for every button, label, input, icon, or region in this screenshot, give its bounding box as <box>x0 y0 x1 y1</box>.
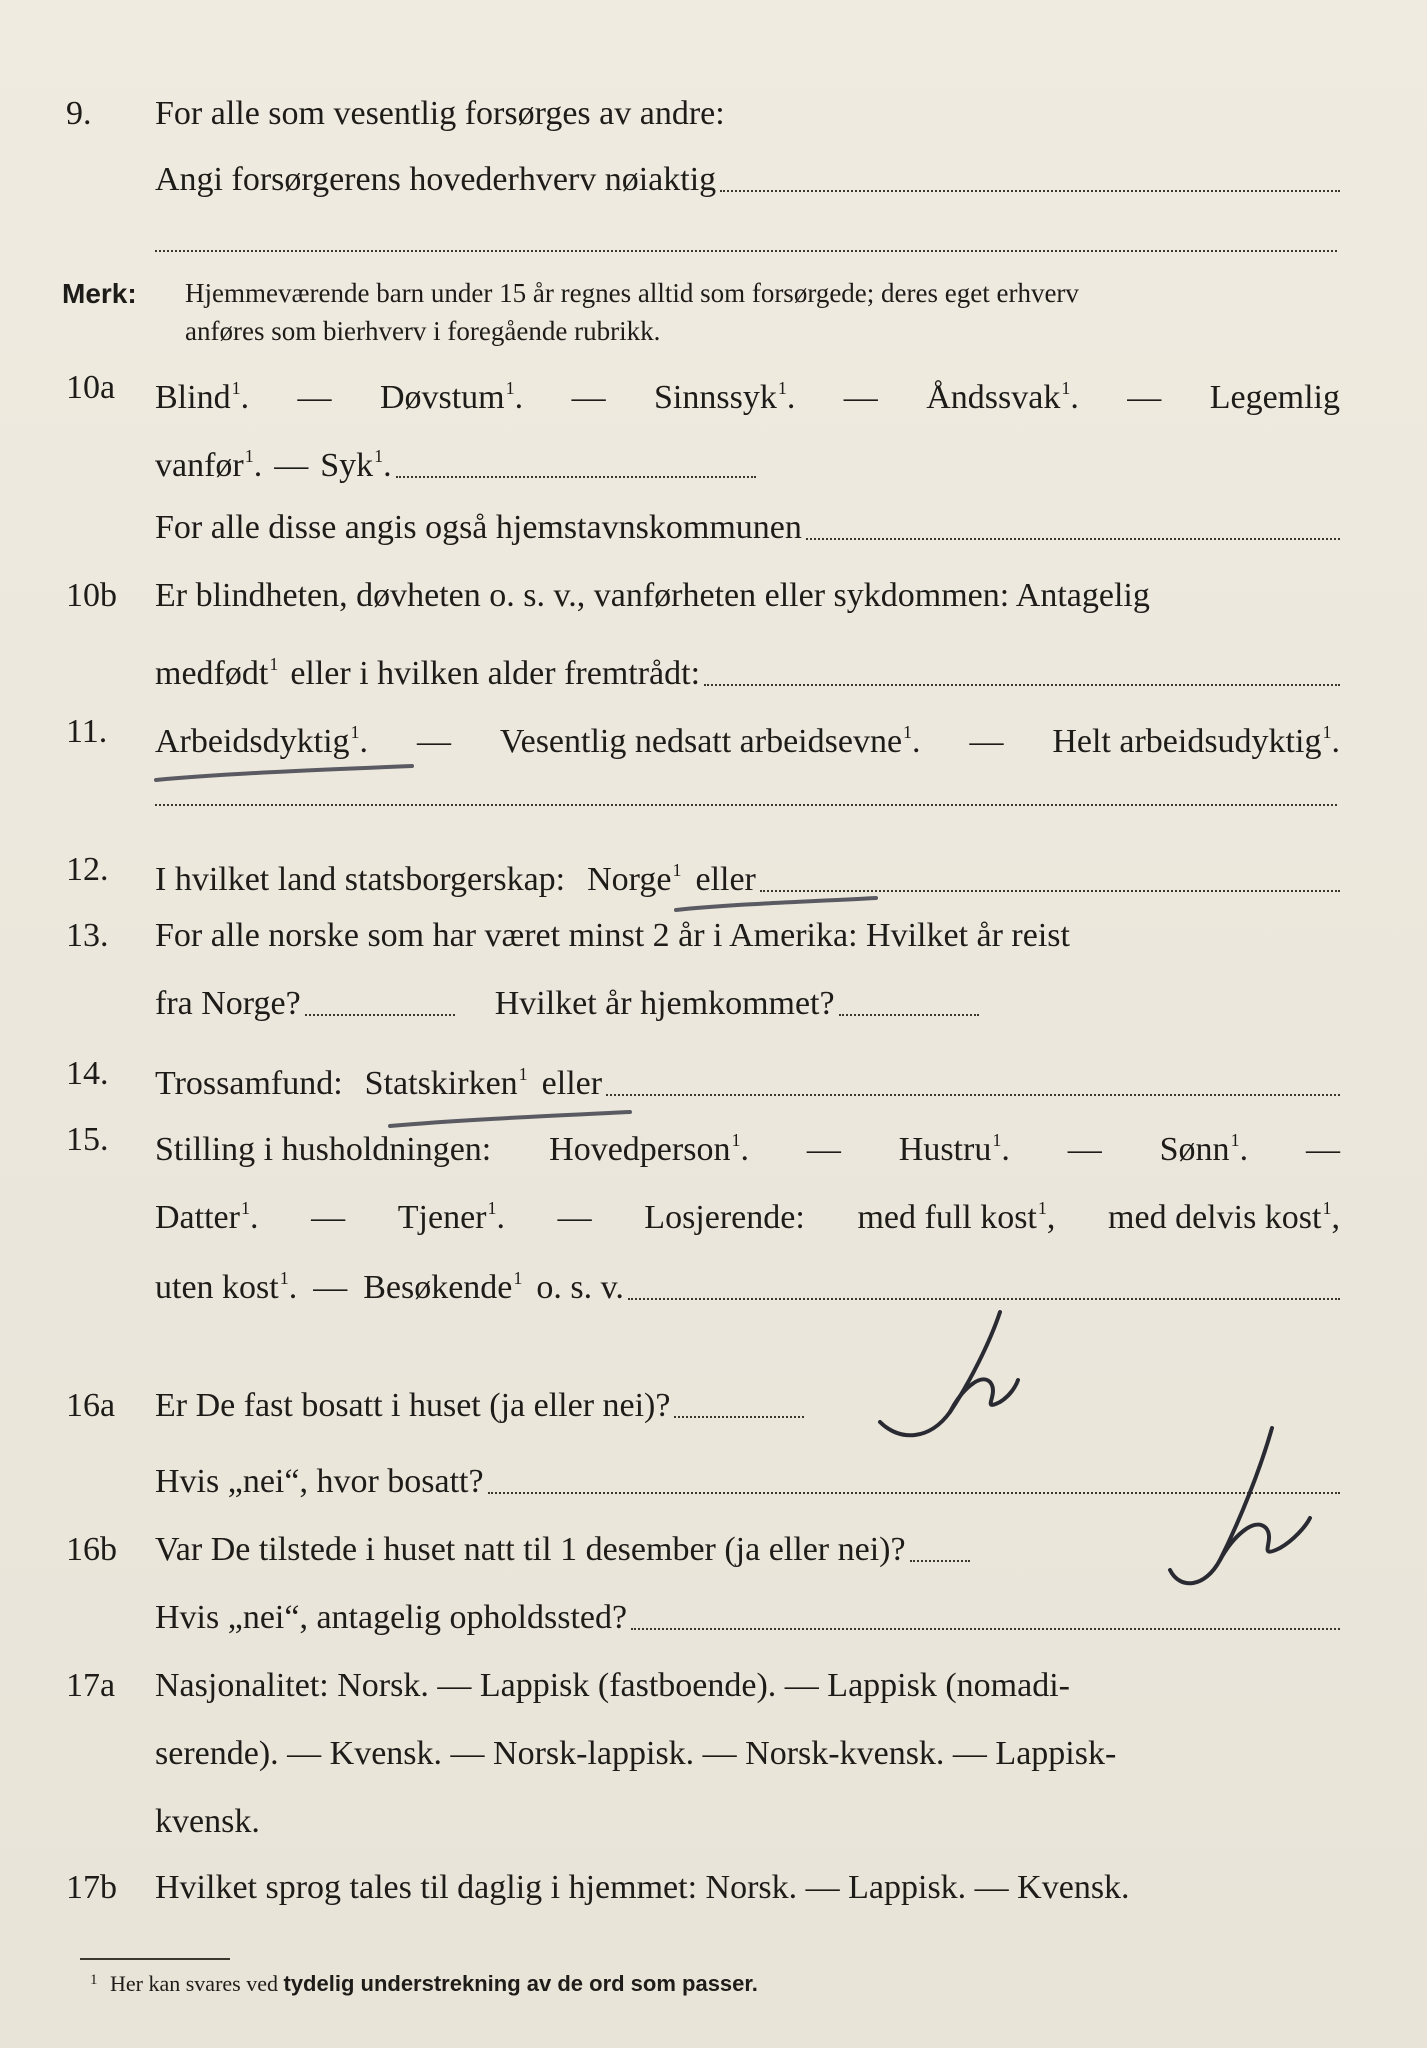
question-number: 10b <box>66 577 117 614</box>
pencil-underline <box>150 758 420 788</box>
answer-field-dotted[interactable] <box>910 1560 970 1562</box>
answer-field-dotted[interactable] <box>628 1298 1340 1300</box>
question-number: 16a <box>66 1387 116 1424</box>
answer-field-dotted[interactable] <box>720 190 1340 192</box>
merk-text-line2: anføres som bierhverv i foregående rubrikk. <box>185 316 661 346</box>
question-number: 11. <box>66 713 108 750</box>
question-number: 14. <box>66 1055 109 1092</box>
answer-field-dotted[interactable] <box>839 1014 979 1016</box>
answer-field-dotted[interactable] <box>760 890 1340 892</box>
question-number: 10a <box>66 369 116 406</box>
question-number: 12. <box>66 851 109 888</box>
answer-field-dotted[interactable] <box>155 804 1337 806</box>
merk-text-line1: Hjemmeværende barn under 15 år regnes alltid som forsørgede; deres eget erhverv <box>185 278 1079 308</box>
answer-field-dotted[interactable] <box>396 476 756 478</box>
answer-field-dotted[interactable] <box>305 1014 455 1016</box>
handwritten-answer <box>1150 1420 1320 1600</box>
question-text: For alle som vesentlig forsørges av andre: <box>155 95 725 132</box>
question-number: 9. <box>66 95 92 132</box>
answer-field-dotted[interactable] <box>631 1628 1340 1630</box>
svg-text:Ja: Ja <box>1150 1420 1151 1421</box>
svg-text:Ja: Ja <box>850 1302 851 1303</box>
footnote-rule <box>80 1958 230 1960</box>
answer-field-dotted[interactable] <box>606 1094 1340 1096</box>
question-number: 13. <box>66 917 109 954</box>
footnote: 1 Her kan svares ved tydelig understrekning av de ord som passer. <box>90 1971 758 1996</box>
question-number: 15. <box>66 1121 109 1158</box>
answer-field-dotted[interactable] <box>704 684 1340 686</box>
answer-field-dotted[interactable] <box>806 538 1340 540</box>
question-number: 17a <box>66 1667 116 1704</box>
handwritten-answer <box>850 1302 1020 1452</box>
census-form-page: 9. For alle som vesentlig forsørges av andre: Angi forsørgerens hovederhverv nøiaktig Merk: Hjemmeværende barn under 15 år regnes alltid som forsørgede; deres eget erhverv anføres som bierhverv i foregående rubrikk. 10a Blind$^1$. — Døvstum$^1$. — Sinnssyk$^1$. — Åndssvak$^1$. — Legemlig vanfør$^1$. — Syk$^1$. For alle disse angis også hjemstavnskommunen 10b Er blindheten, døvheten o. s. v., vanførheten eller sykdommen: Antagelig medfødt$^1$ eller i hvilken alder fremtrådt: 11. Arbeidsdyktig$^1$. — Vesentlig nedsatt arbeidsevne$^1$. — Helt arbeidsudyktig$^1$. 12. I hvilket land statsborgerskap: Norge$^1$ eller 13. For alle norske som har været minst 2 år i Amerika: Hvilket år reist fra Norge? Hvilket år hjemkommet? 14. Trossamfund: Statskirken$^1$ eller 15. Stilling i husholdningen: Hovedperson$^1$. — Hustru$^1$. — Sønn$^1$. — Datter$^1$. — Tjener$^1$. — Losjerende: med full kost$^1$, med delvis kost$^1$, uten kost$^1$. — Besøkende$^1$ o. s. v. 16a Er De fast bosatt i huset (ja eller nei)? Ja Hvis „nei“, hvor bosatt? 16b Var De tilstede i huset natt til 1 desember (ja eller nei)? Ja Hvis „nei“, antagelig opholdssted? 17a Nasjonalitet: Norsk. — Lappisk (fastboende). — Lappisk (nomadi- serende). — Kvensk. — Norsk-lappisk. — Norsk-kvensk. — Lappisk- kvensk. 17b Hvilket sprog tales til daglig i hjemmet: Norsk. — Lappisk. — Kvensk. 1 Her kan svares ved tydelig understrekning av de ord som passer. <box>0 0 1427 2048</box>
answer-field-dotted[interactable] <box>674 1416 804 1418</box>
answer-field-dotted[interactable] <box>155 250 1337 252</box>
question-number: 17b <box>66 1869 117 1906</box>
question-number: 16b <box>66 1531 117 1568</box>
merk-label: Merk: <box>62 278 137 309</box>
